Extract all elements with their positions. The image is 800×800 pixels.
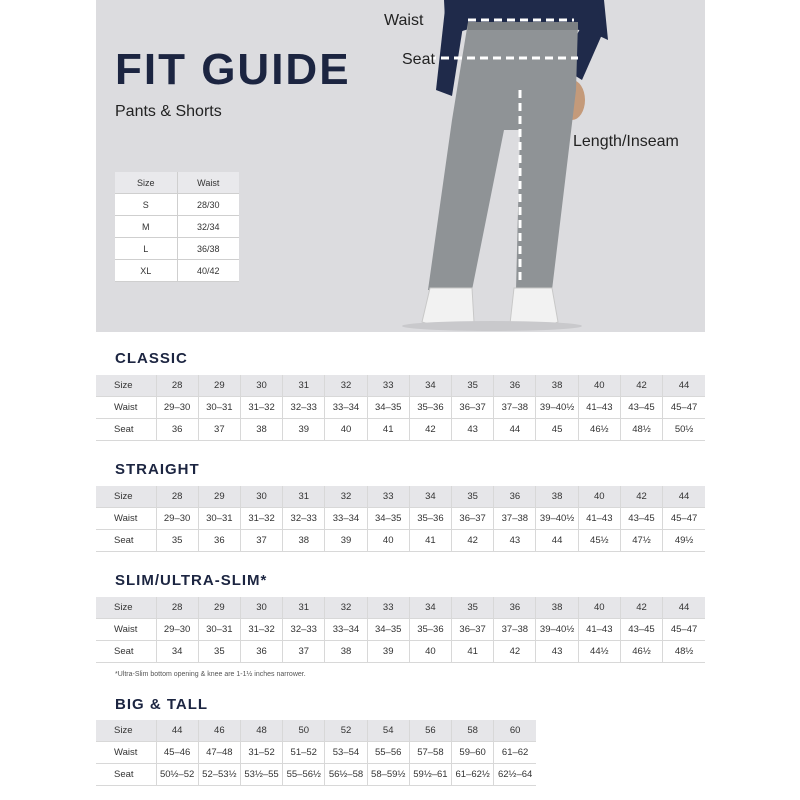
- table-cell: 56½–58: [325, 764, 367, 786]
- table-cell: 42: [494, 641, 536, 663]
- table-cell: 48½: [663, 641, 705, 663]
- table-cell: 39–40½: [536, 508, 578, 530]
- section-title-straight: STRAIGHT: [115, 461, 200, 478]
- table-cell: 34–35: [367, 619, 409, 641]
- table-cell: 34: [156, 641, 198, 663]
- table-cell: 28: [156, 597, 198, 619]
- table-cell: 49½: [663, 530, 705, 552]
- table-cell: 54: [367, 720, 409, 742]
- table-cell: 50½–52: [156, 764, 198, 786]
- table-cell: 43: [536, 641, 578, 663]
- table-cell: 35: [452, 375, 494, 397]
- table-cell: 60: [494, 720, 536, 742]
- model-shoe-left: [422, 288, 474, 327]
- table-cell: 51–52: [283, 742, 325, 764]
- table-cell: 36: [494, 486, 536, 508]
- size-table-slim: [96, 597, 705, 663]
- table-cell: 30: [240, 486, 282, 508]
- table-cell: 40: [325, 419, 367, 441]
- section-title-classic: CLASSIC: [115, 350, 188, 367]
- table-cell: 45–47: [663, 397, 705, 419]
- row-label: Seat: [96, 419, 156, 441]
- table-cell: S: [115, 194, 177, 216]
- table-cell: 31–32: [240, 619, 282, 641]
- table-cell: 46½: [578, 419, 620, 441]
- row-label: Size: [96, 486, 156, 508]
- table-cell: 35–36: [409, 508, 451, 530]
- footnote: *Ultra-Slim bottom opening & knee are 1-1½ inches narrower.: [115, 671, 306, 678]
- table-cell: Waist: [177, 172, 239, 194]
- table-cell: 40/42: [177, 260, 239, 282]
- table-cell: 28: [156, 486, 198, 508]
- table-row: [96, 419, 705, 441]
- table-cell: 31: [283, 597, 325, 619]
- table-cell: 35–36: [409, 397, 451, 419]
- table-header-row: [96, 486, 705, 508]
- table-cell: 35: [198, 641, 240, 663]
- table-cell: 39: [367, 641, 409, 663]
- table-cell: 30: [240, 597, 282, 619]
- table-cell: 61–62½: [452, 764, 494, 786]
- table-cell: 41–43: [578, 508, 620, 530]
- table-cell: 30: [240, 375, 282, 397]
- table-cell: 38: [536, 597, 578, 619]
- row-label: Seat: [96, 530, 156, 552]
- table-cell: 42: [409, 419, 451, 441]
- table-cell: 43–45: [620, 508, 662, 530]
- table-cell: 33–34: [325, 508, 367, 530]
- section-title-big-tall: BIG & TALL: [115, 696, 209, 713]
- table-cell: 31–32: [240, 508, 282, 530]
- table-cell: 36: [494, 597, 536, 619]
- table-cell: 47½: [620, 530, 662, 552]
- table-cell: 45–47: [663, 508, 705, 530]
- table-cell: 29–30: [156, 508, 198, 530]
- table-cell: 44: [663, 486, 705, 508]
- table-cell: 36/38: [177, 238, 239, 260]
- table-cell: XL: [115, 260, 177, 282]
- table-cell: 36–37: [452, 508, 494, 530]
- table-cell: 28: [156, 375, 198, 397]
- table-cell: 44: [536, 530, 578, 552]
- page-title: FIT GUIDE: [115, 45, 351, 94]
- table-cell: 53–54: [325, 742, 367, 764]
- model-waistband: [468, 22, 578, 30]
- table-cell: 44: [156, 720, 198, 742]
- table-cell: 37: [283, 641, 325, 663]
- table-cell: 45½: [578, 530, 620, 552]
- row-label: Waist: [96, 397, 156, 419]
- table-cell: 59½–61: [409, 764, 451, 786]
- table-cell: 39–40½: [536, 397, 578, 419]
- table-cell: 34–35: [367, 508, 409, 530]
- table-cell: 41: [367, 419, 409, 441]
- table-cell: 29–30: [156, 619, 198, 641]
- page-subtitle: Pants & Shorts: [115, 103, 222, 120]
- table-cell: 30–31: [198, 397, 240, 419]
- table-cell: 40: [578, 597, 620, 619]
- table-cell: 36: [198, 530, 240, 552]
- table-cell: 33: [367, 375, 409, 397]
- table-cell: 32: [325, 375, 367, 397]
- table-cell: 42: [620, 375, 662, 397]
- table-cell: 31: [283, 375, 325, 397]
- table-header-row: [96, 375, 705, 397]
- table-cell: 31–32: [240, 397, 282, 419]
- table-cell: 36–37: [452, 397, 494, 419]
- table-cell: L: [115, 238, 177, 260]
- table-cell: 58–59½: [367, 764, 409, 786]
- table-cell: 42: [452, 530, 494, 552]
- size-table-straight: [96, 486, 705, 552]
- table-cell: 33: [367, 486, 409, 508]
- basic-size-table: [115, 172, 239, 282]
- table-cell: 39–40½: [536, 619, 578, 641]
- table-cell: 36–37: [452, 619, 494, 641]
- table-cell: 39: [283, 419, 325, 441]
- table-cell: 48½: [620, 419, 662, 441]
- table-cell: 40: [578, 375, 620, 397]
- row-label: Seat: [96, 764, 156, 786]
- table-cell: 33: [367, 597, 409, 619]
- table-cell: 38: [325, 641, 367, 663]
- table-cell: 44: [663, 375, 705, 397]
- table-cell: 29: [198, 486, 240, 508]
- table-cell: 45–47: [663, 619, 705, 641]
- table-cell: 40: [409, 641, 451, 663]
- table-header-row: [115, 172, 239, 194]
- table-cell: 36: [156, 419, 198, 441]
- table-cell: 42: [620, 597, 662, 619]
- table-cell: 53½–55: [240, 764, 282, 786]
- row-label: Size: [96, 597, 156, 619]
- table-cell: 42: [620, 486, 662, 508]
- table-cell: 39: [325, 530, 367, 552]
- table-cell: 40: [367, 530, 409, 552]
- table-cell: 32–33: [283, 397, 325, 419]
- table-cell: 41: [452, 641, 494, 663]
- table-cell: 38: [240, 419, 282, 441]
- table-cell: 52–53½: [198, 764, 240, 786]
- row-label: Waist: [96, 508, 156, 530]
- table-cell: 38: [536, 486, 578, 508]
- table-header-row: [96, 597, 705, 619]
- row-label: Waist: [96, 742, 156, 764]
- section-title-slim: SLIM/ULTRA-SLIM*: [115, 572, 268, 589]
- table-cell: 32/34: [177, 216, 239, 238]
- table-cell: 34: [409, 486, 451, 508]
- table-cell: 40: [578, 486, 620, 508]
- table-cell: 44: [494, 419, 536, 441]
- table-cell: 43: [494, 530, 536, 552]
- table-cell: 30–31: [198, 619, 240, 641]
- row-label: Waist: [96, 619, 156, 641]
- table-cell: 55–56: [367, 742, 409, 764]
- table-cell: 34: [409, 375, 451, 397]
- waist-label: Waist: [384, 12, 424, 29]
- table-header-row: [96, 720, 536, 742]
- table-cell: 50: [283, 720, 325, 742]
- table-cell: M: [115, 216, 177, 238]
- table-cell: 59–60: [452, 742, 494, 764]
- table-cell: 37–38: [494, 619, 536, 641]
- table-row: [115, 194, 239, 216]
- length-inseam-label: Length/Inseam: [573, 133, 679, 150]
- size-table-classic: [96, 375, 705, 441]
- table-cell: 41: [409, 530, 451, 552]
- table-cell: 43: [452, 419, 494, 441]
- table-cell: 43–45: [620, 619, 662, 641]
- table-cell: 44: [663, 597, 705, 619]
- table-cell: 58: [452, 720, 494, 742]
- table-row: [115, 260, 239, 282]
- table-cell: 30–31: [198, 508, 240, 530]
- size-table-big-tall: [96, 720, 536, 786]
- table-row: [96, 530, 705, 552]
- table-row: [96, 764, 536, 786]
- table-cell: 37–38: [494, 508, 536, 530]
- table-row: [96, 619, 705, 641]
- row-label: Seat: [96, 641, 156, 663]
- table-cell: 48: [240, 720, 282, 742]
- table-cell: 33–34: [325, 619, 367, 641]
- table-cell: Size: [115, 172, 177, 194]
- table-cell: 35: [452, 486, 494, 508]
- table-cell: 41–43: [578, 619, 620, 641]
- table-cell: 29–30: [156, 397, 198, 419]
- table-cell: 37: [240, 530, 282, 552]
- table-row: [115, 238, 239, 260]
- table-cell: 33–34: [325, 397, 367, 419]
- table-cell: 32: [325, 486, 367, 508]
- table-cell: 56: [409, 720, 451, 742]
- table-cell: 31–52: [240, 742, 282, 764]
- table-cell: 62½–64: [494, 764, 536, 786]
- table-cell: 45–46: [156, 742, 198, 764]
- table-cell: 57–58: [409, 742, 451, 764]
- table-cell: 32–33: [283, 619, 325, 641]
- table-cell: 37: [198, 419, 240, 441]
- table-cell: 36: [240, 641, 282, 663]
- table-row: [96, 742, 536, 764]
- table-cell: 45: [536, 419, 578, 441]
- table-cell: 61–62: [494, 742, 536, 764]
- table-row: [115, 216, 239, 238]
- table-cell: 31: [283, 486, 325, 508]
- table-cell: 36: [494, 375, 536, 397]
- table-cell: 46½: [620, 641, 662, 663]
- table-cell: 32: [325, 597, 367, 619]
- table-cell: 50½: [663, 419, 705, 441]
- table-cell: 34–35: [367, 397, 409, 419]
- table-cell: 38: [536, 375, 578, 397]
- table-cell: 55–56½: [283, 764, 325, 786]
- table-cell: 37–38: [494, 397, 536, 419]
- seat-label: Seat: [402, 51, 435, 68]
- table-cell: 38: [283, 530, 325, 552]
- table-cell: 28/30: [177, 194, 239, 216]
- table-cell: 32–33: [283, 508, 325, 530]
- row-label: Size: [96, 720, 156, 742]
- table-cell: 29: [198, 375, 240, 397]
- table-cell: 29: [198, 597, 240, 619]
- table-cell: 44½: [578, 641, 620, 663]
- row-label: Size: [96, 375, 156, 397]
- table-cell: 47–48: [198, 742, 240, 764]
- table-row: [96, 641, 705, 663]
- table-cell: 35–36: [409, 619, 451, 641]
- table-row: [96, 397, 705, 419]
- table-cell: 46: [198, 720, 240, 742]
- table-cell: 35: [156, 530, 198, 552]
- table-cell: 35: [452, 597, 494, 619]
- table-cell: 43–45: [620, 397, 662, 419]
- table-cell: 41–43: [578, 397, 620, 419]
- table-row: [96, 508, 705, 530]
- table-cell: 34: [409, 597, 451, 619]
- table-cell: 52: [325, 720, 367, 742]
